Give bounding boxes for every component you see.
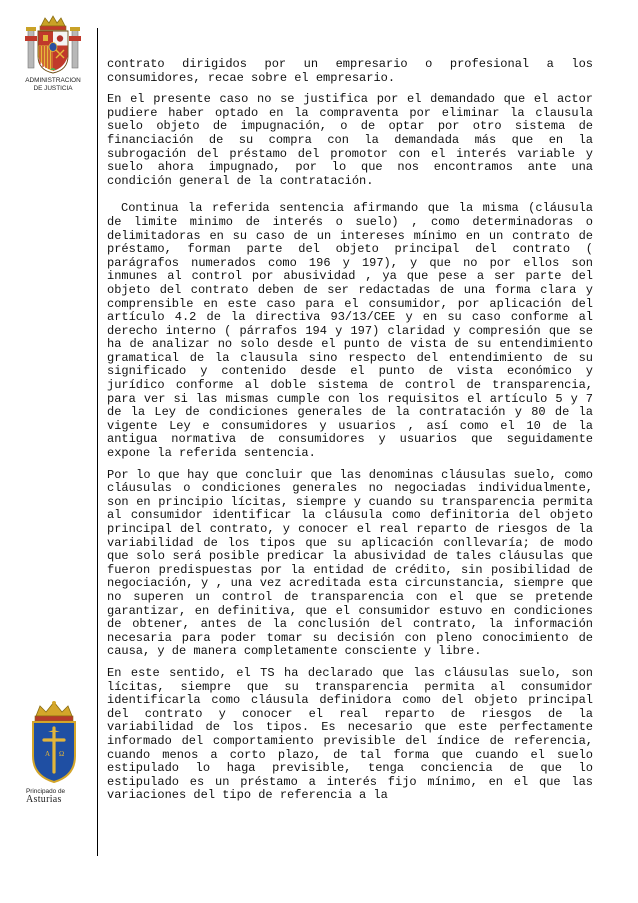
asturias-caption-line1: Principado de — [26, 788, 66, 795]
svg-text:A: A — [45, 750, 51, 758]
paragraph-2: En el presente caso no se justifica por el demandado que el actor pudiere haber optado en la compraventa por eliminar la clausula suelo objeto de impugnación, o de optar por otro sistema de financiación de su compra con la demandada más que en la subrogación del préstamo del promotor con el interés variable y suelo ahora impugnado, por lo que nos encontramos ante una condición general de la contratación. — [107, 92, 593, 188]
spain-coat-of-arms-icon — [23, 14, 83, 76]
paragraph-3: Continua la referida sentencia afirmando que la misma (cláusula de limite minimo de interés o suelo) , como determinadoras o delimitadoras en su caso de un intereses mínimo en un contrato de préstamo, forman parte del objeto principal del contrato ( parágrafos numerados como 196 y 197), y que no por ellos son inmunes al control por abusividad , ya que pese a ser parte del objeto del contrato deben de ser redactadas de una forma clara y comprensible en este caso para el consumidor, por aplicación del artículo 4.2 de la directiva 93/13/CEE y en su caso conforme al derecho interno ( párrafos 194 y 197) claridad y compresión que se ha de analizar no solo desde el punto de vista de su entendimiento gramatical de la clausula sino respecto del entendimiento de su significado y contenido desde el punto de vista económico y jurídico conforme al doble sistema de control de transparencia, para ver si las mismas cumple con los requisitos el artículo 5 y 7 de la Ley de condiciones generales de la contratación y 80 de la vigente Ley e consumidores y usuarios , así como el 10 de la antigua normativa de consumidores y usuarios que seguidamente expone la referida sentencia. — [107, 201, 593, 461]
asturias-logo — [16, 700, 92, 805]
asturias-coat-of-arms-icon — [26, 700, 82, 784]
asturias-caption-line2: Asturias — [26, 794, 62, 805]
paragraph-5: En este sentido, el TS ha declarado que las cláusulas suelo, son lícitas, siempre que su transparencia permita al consumidor identificarla como cláusula definidora como del objeto principal del contrato y conocer el real reparto de riesgos de la variabilidad de los tipos. Es necesario que este perfectamente informado del comportamiento previsible del índice de referencia, cuando menos a corto plazo, de tal forma que cuando el suelo estipulado lo haga previsible, tenga conciencia de que lo estipulado es un préstamo a interés fijo mínimo, en el que las variaciones del tipo de referencia a la — [107, 665, 593, 803]
logo-caption-line1: ADMINISTRACION — [25, 77, 81, 84]
margin-rule — [97, 28, 98, 856]
paragraph-1: contrato dirigidos por un empresario o profesional a los consumidores, recae sobre el empresario. — [107, 57, 593, 85]
justice-administration-logo — [16, 14, 90, 92]
paragraph-4: Por lo que hay que concluir que las denominas cláusulas suelo, como cláusulas o condiciones generales no negociadas individualmente, son en principio lícitas, siempre y cuando su transparencia permita al consumidor identificar la cláusula como definitoria del objeto principal del contrato, y conocer el real reparto de riesgos de la variabilidad de los tipos que su aplicación conllevaría; de modo que solo será posible predicar la abusividad de tales cláusulas que fueron predispuestas por la entidad de crédito, sin posibilidad de negociación, y , una vez acreditada esta circunstancia, siempre que no superen un control de transparencia con el que se pretende garantizar, en definitiva, que el consumidor estuvo en condiciones de obtener, antes de la conclusión del contrato, la información necesaria para poder tomar su decisión con pleno conocimiento de causa, y de manera completamente consciente y libre. — [107, 467, 593, 659]
document-body — [107, 58, 593, 811]
svg-text:Ω: Ω — [59, 750, 65, 758]
logo-caption-line2: DE JUSTICIA — [33, 84, 73, 92]
